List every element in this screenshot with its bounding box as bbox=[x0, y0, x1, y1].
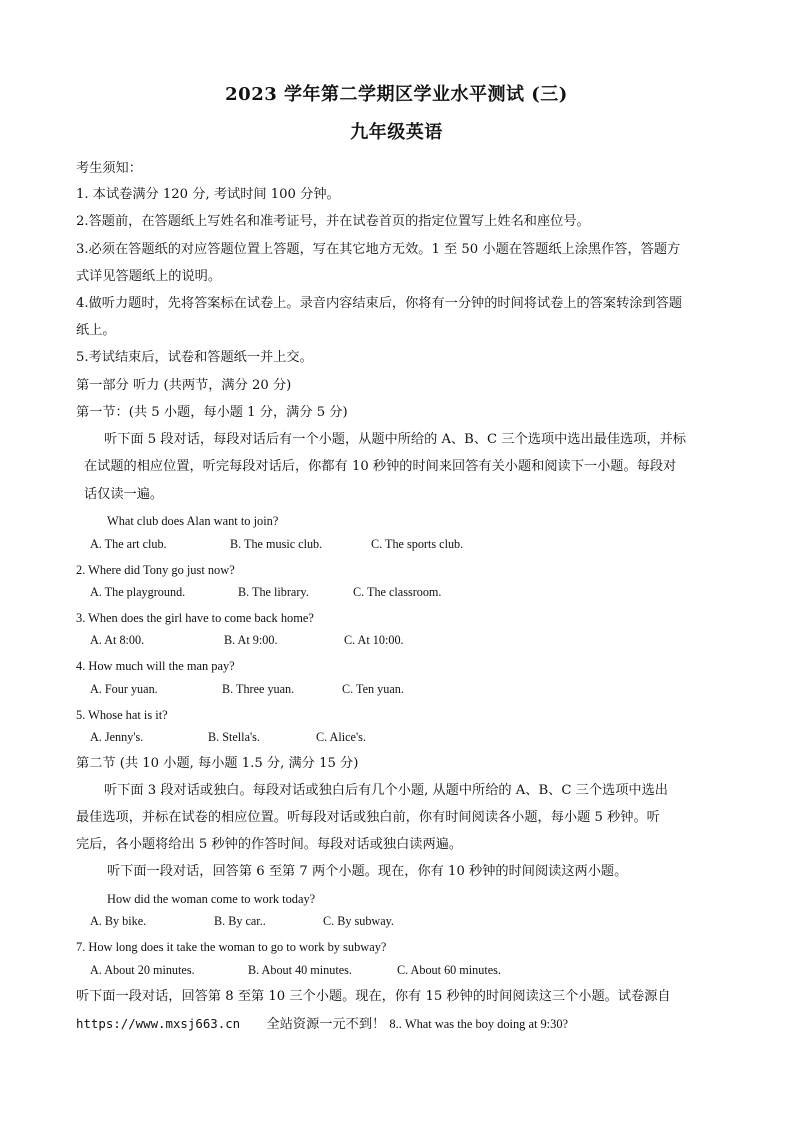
question-7: 7. How long does it take the woman to go to work by subway? bbox=[76, 940, 387, 954]
source-link[interactable]: https://www.mxsj663.cn bbox=[76, 1016, 241, 1031]
option-c: C. At 10:00. bbox=[344, 633, 404, 647]
question-2: 2. Where did Tony go just now? bbox=[76, 563, 235, 577]
option-a: A. By bike. bbox=[90, 914, 147, 928]
option-c: C. The sports club. bbox=[371, 537, 464, 551]
option-b: B. Stella's. bbox=[208, 730, 260, 744]
section2-instruction: 完后，各小题将给出 5 秒钟的作答时间。每段对话或独白读两遍。 bbox=[76, 837, 463, 852]
section1-heading: 第一节：(共 5 小题，每小题 1 分，满分 5 分) bbox=[76, 405, 348, 420]
option-c: C. Alice's. bbox=[316, 730, 366, 744]
section1-instruction: 话仅读一遍。 bbox=[84, 487, 164, 502]
option-c: C. By subway. bbox=[323, 914, 394, 928]
notice-item: 式详见答题纸上的说明。 bbox=[76, 269, 222, 284]
part1-heading: 第一部分 听力 (共两节，满分 20 分) bbox=[76, 378, 292, 393]
notice-item: 2.答题前，在答题纸上写姓名和准考证号，并在试卷首页的指定位置写上姓名和座位号。 bbox=[76, 214, 590, 229]
section2-heading: 第二节 (共 10 小题, 每小题 1.5 分, 满分 15 分) bbox=[76, 756, 359, 771]
notice-item: 5.考试结束后，试卷和答题纸一并上交。 bbox=[76, 350, 313, 365]
question-8: 8.. What was the boy doing at 9:30? bbox=[389, 1017, 569, 1031]
section2-instruction: 听下面 3 段对话或独白。每段对话或独白后有几个小题, 从题中所给的 A、B、C 三个选项中选出 bbox=[104, 783, 668, 798]
option-b: B. The music club. bbox=[230, 537, 323, 551]
option-b: B. By car.. bbox=[214, 914, 266, 928]
option-c: C. About 60 minutes. bbox=[397, 963, 501, 977]
option-b: B. Three yuan. bbox=[222, 682, 295, 696]
option-a: A. The art club. bbox=[90, 537, 167, 551]
notice-item: 3.必须在答题纸的对应答题位置上答题，写在其它地方无效。1 至 50 小题在答题纸上涂黑作答，答题方 bbox=[76, 242, 681, 257]
page-title: 2023 学年第二学期区学业水平测试 (三) bbox=[225, 84, 568, 105]
notice-item: 4.做听力题时，先将答案标在试卷上。录音内容结束后，你将有一分钟的时间将试卷上的答案转涂到答题 bbox=[76, 296, 683, 311]
option-b: B. At 9:00. bbox=[224, 633, 278, 647]
notice-item: 纸上。 bbox=[76, 323, 116, 338]
question-3: 3. When does the girl have to come back home? bbox=[76, 611, 314, 625]
option-a: A. About 20 minutes. bbox=[90, 963, 195, 977]
dialog-note: 听下面一段对话，回答第 8 至第 10 三个小题。现在，你有 15 秒钟的时间阅读这三个小题。试卷源自 bbox=[76, 989, 671, 1004]
option-b: B. About 40 minutes. bbox=[248, 963, 352, 977]
dialog-note: 听下面一段对话，回答第 6 至第 7 两个小题。现在，你有 10 秒钟的时间阅读这两小题。 bbox=[107, 864, 628, 879]
question-1: What club does Alan want to join? bbox=[107, 514, 279, 528]
page-subtitle: 九年级英语 bbox=[350, 122, 443, 143]
source-line bbox=[76, 1015, 568, 1034]
notice-item: 1. 本试卷满分 120 分, 考试时间 100 分钟。 bbox=[76, 187, 340, 202]
section1-instruction: 听下面 5 段对话，每段对话后有一个小题，从题中所给的 A、B、C 三个选项中选出最佳选项，并标 bbox=[104, 432, 686, 447]
section2-instruction: 最佳选项，并标在试卷的相应位置。听每段对话或独白前，你有时间阅读各小题，每小题 5 秒钟。听 bbox=[76, 810, 660, 825]
option-b: B. The library. bbox=[238, 585, 309, 599]
question-4: 4. How much will the man pay? bbox=[76, 659, 235, 673]
question-5: 5. Whose hat is it? bbox=[76, 708, 168, 722]
option-c: C. The classroom. bbox=[353, 585, 442, 599]
section1-instruction: 在试题的相应位置，听完每段对话后，你都有 10 秒钟的时间来回答有关小题和阅读下一小题。每段对 bbox=[84, 459, 677, 474]
source-text: 全站资源一元不到！ bbox=[266, 1017, 386, 1032]
option-a: A. The playground. bbox=[90, 585, 186, 599]
notice-heading: 考生须知： bbox=[76, 161, 142, 176]
option-a: A. Jenny's. bbox=[90, 730, 144, 744]
question-6: How did the woman come to work today? bbox=[107, 892, 316, 906]
option-a: A. At 8:00. bbox=[90, 633, 145, 647]
option-a: A. Four yuan. bbox=[90, 682, 158, 696]
option-c: C. Ten yuan. bbox=[342, 682, 404, 696]
